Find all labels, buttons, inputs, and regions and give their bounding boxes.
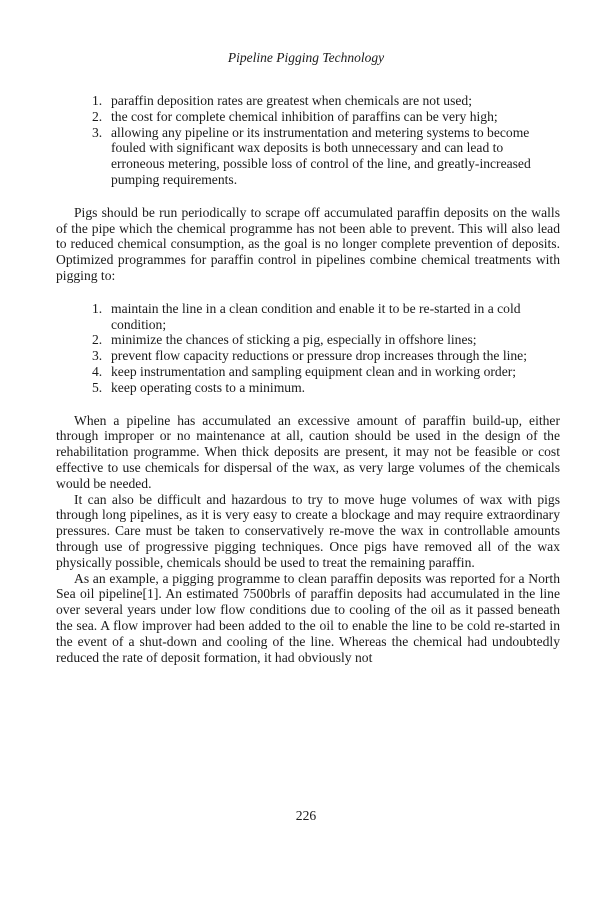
list-item-text: allowing any pipeline or its instrumentation and metering systems to become fouled with significant wax deposits is both unnecessary and can lead to erroneous metering, possible loss of control of the line, and greatly-increased pumping requirements. — [111, 124, 531, 187]
list-number: 3. — [92, 348, 103, 364]
list-item — [92, 301, 560, 333]
list-number: 2. — [92, 332, 103, 348]
list-item — [92, 380, 560, 396]
list-item — [92, 125, 560, 188]
list-item — [92, 93, 560, 109]
body-text — [56, 93, 560, 665]
list-number: 1. — [92, 93, 103, 108]
paragraph-hazards: It can also be difficult and hazardous to try to move huge volumes of wax with pigs through long pipelines, as it is very easy to create a blockage and may require extraordinary pressures. Care must be taken to conservatively re-move the wax in controllable amounts through use of progressive pigging techniques. Once pigs have removed all of the wax physically possible, chemicals should be used to treat the remaining paraffin. — [56, 491, 560, 570]
list-item — [92, 332, 560, 348]
list-item — [92, 364, 560, 380]
list-item-text: minimize the chances of sticking a pig, especially in offshore lines; — [111, 332, 477, 348]
list-number: 1. — [92, 300, 103, 316]
paragraph-pigging-intro: Pigs should be run periodically to scrape off accumulated paraffin deposits on the walls of the pipe which the chemical programme has not been able to prevent. This will also lead to reduced chemical consumption, as the goal is no longer complete prevention of deposits. Optimized programmes for paraffin control in pipelines combine chemical treatments with pigging to: — [56, 204, 560, 283]
paragraph-rehabilitation: When a pipeline has accumulated an excessive amount of paraffin build-up, either through improper or no maintenance at all, caution should be used in the design of the rehabilitation programme. When thick deposits are present, it may not be feasible or cost effective to use chemicals for dispersal of the wax, as very large volumes of the chemicals would be needed. — [56, 412, 560, 491]
running-head: Pipeline Pigging Technology — [227, 50, 385, 65]
list-item-text: paraffin deposition rates are greatest when chemicals are not used; — [111, 93, 472, 108]
list-item — [92, 348, 560, 364]
list-number: 2. — [92, 108, 103, 124]
list-number: 3. — [92, 124, 103, 140]
list-item — [92, 109, 560, 125]
list-number: 5. — [92, 379, 103, 395]
numbered-list-goals — [56, 301, 560, 396]
list-item-text: maintain the line in a clean condition and enable it to be re-started in a cold condition; — [111, 300, 521, 332]
list-item-text: prevent flow capacity reductions or pressure drop increases through the line; — [111, 348, 527, 364]
page-number: 226 — [295, 808, 317, 823]
list-item-text: keep operating costs to a minimum. — [111, 379, 306, 395]
list-item-text: the cost for complete chemical inhibition of paraffins can be very high; — [111, 108, 498, 124]
list-number: 4. — [92, 363, 103, 379]
numbered-list-reasons — [56, 93, 560, 188]
paragraph-north-sea-example: As an example, a pigging programme to clean paraffin deposits was reported for a North Sea oil pipeline[1]. An estimated 7500brls of paraffin deposits had accumulated in the line over several years under low flow conditions due to cooling of the oil as it passed beneath the sea. A flow improver had been added to the oil to enable the line to be cold re-started in the event of a shut-down and cooling of the line. Whereas the chemical had undoubtedly reduced the rate of deposit formation, it had obviously not — [56, 570, 560, 665]
list-item-text: keep instrumentation and sampling equipment clean and in working order; — [111, 363, 517, 379]
